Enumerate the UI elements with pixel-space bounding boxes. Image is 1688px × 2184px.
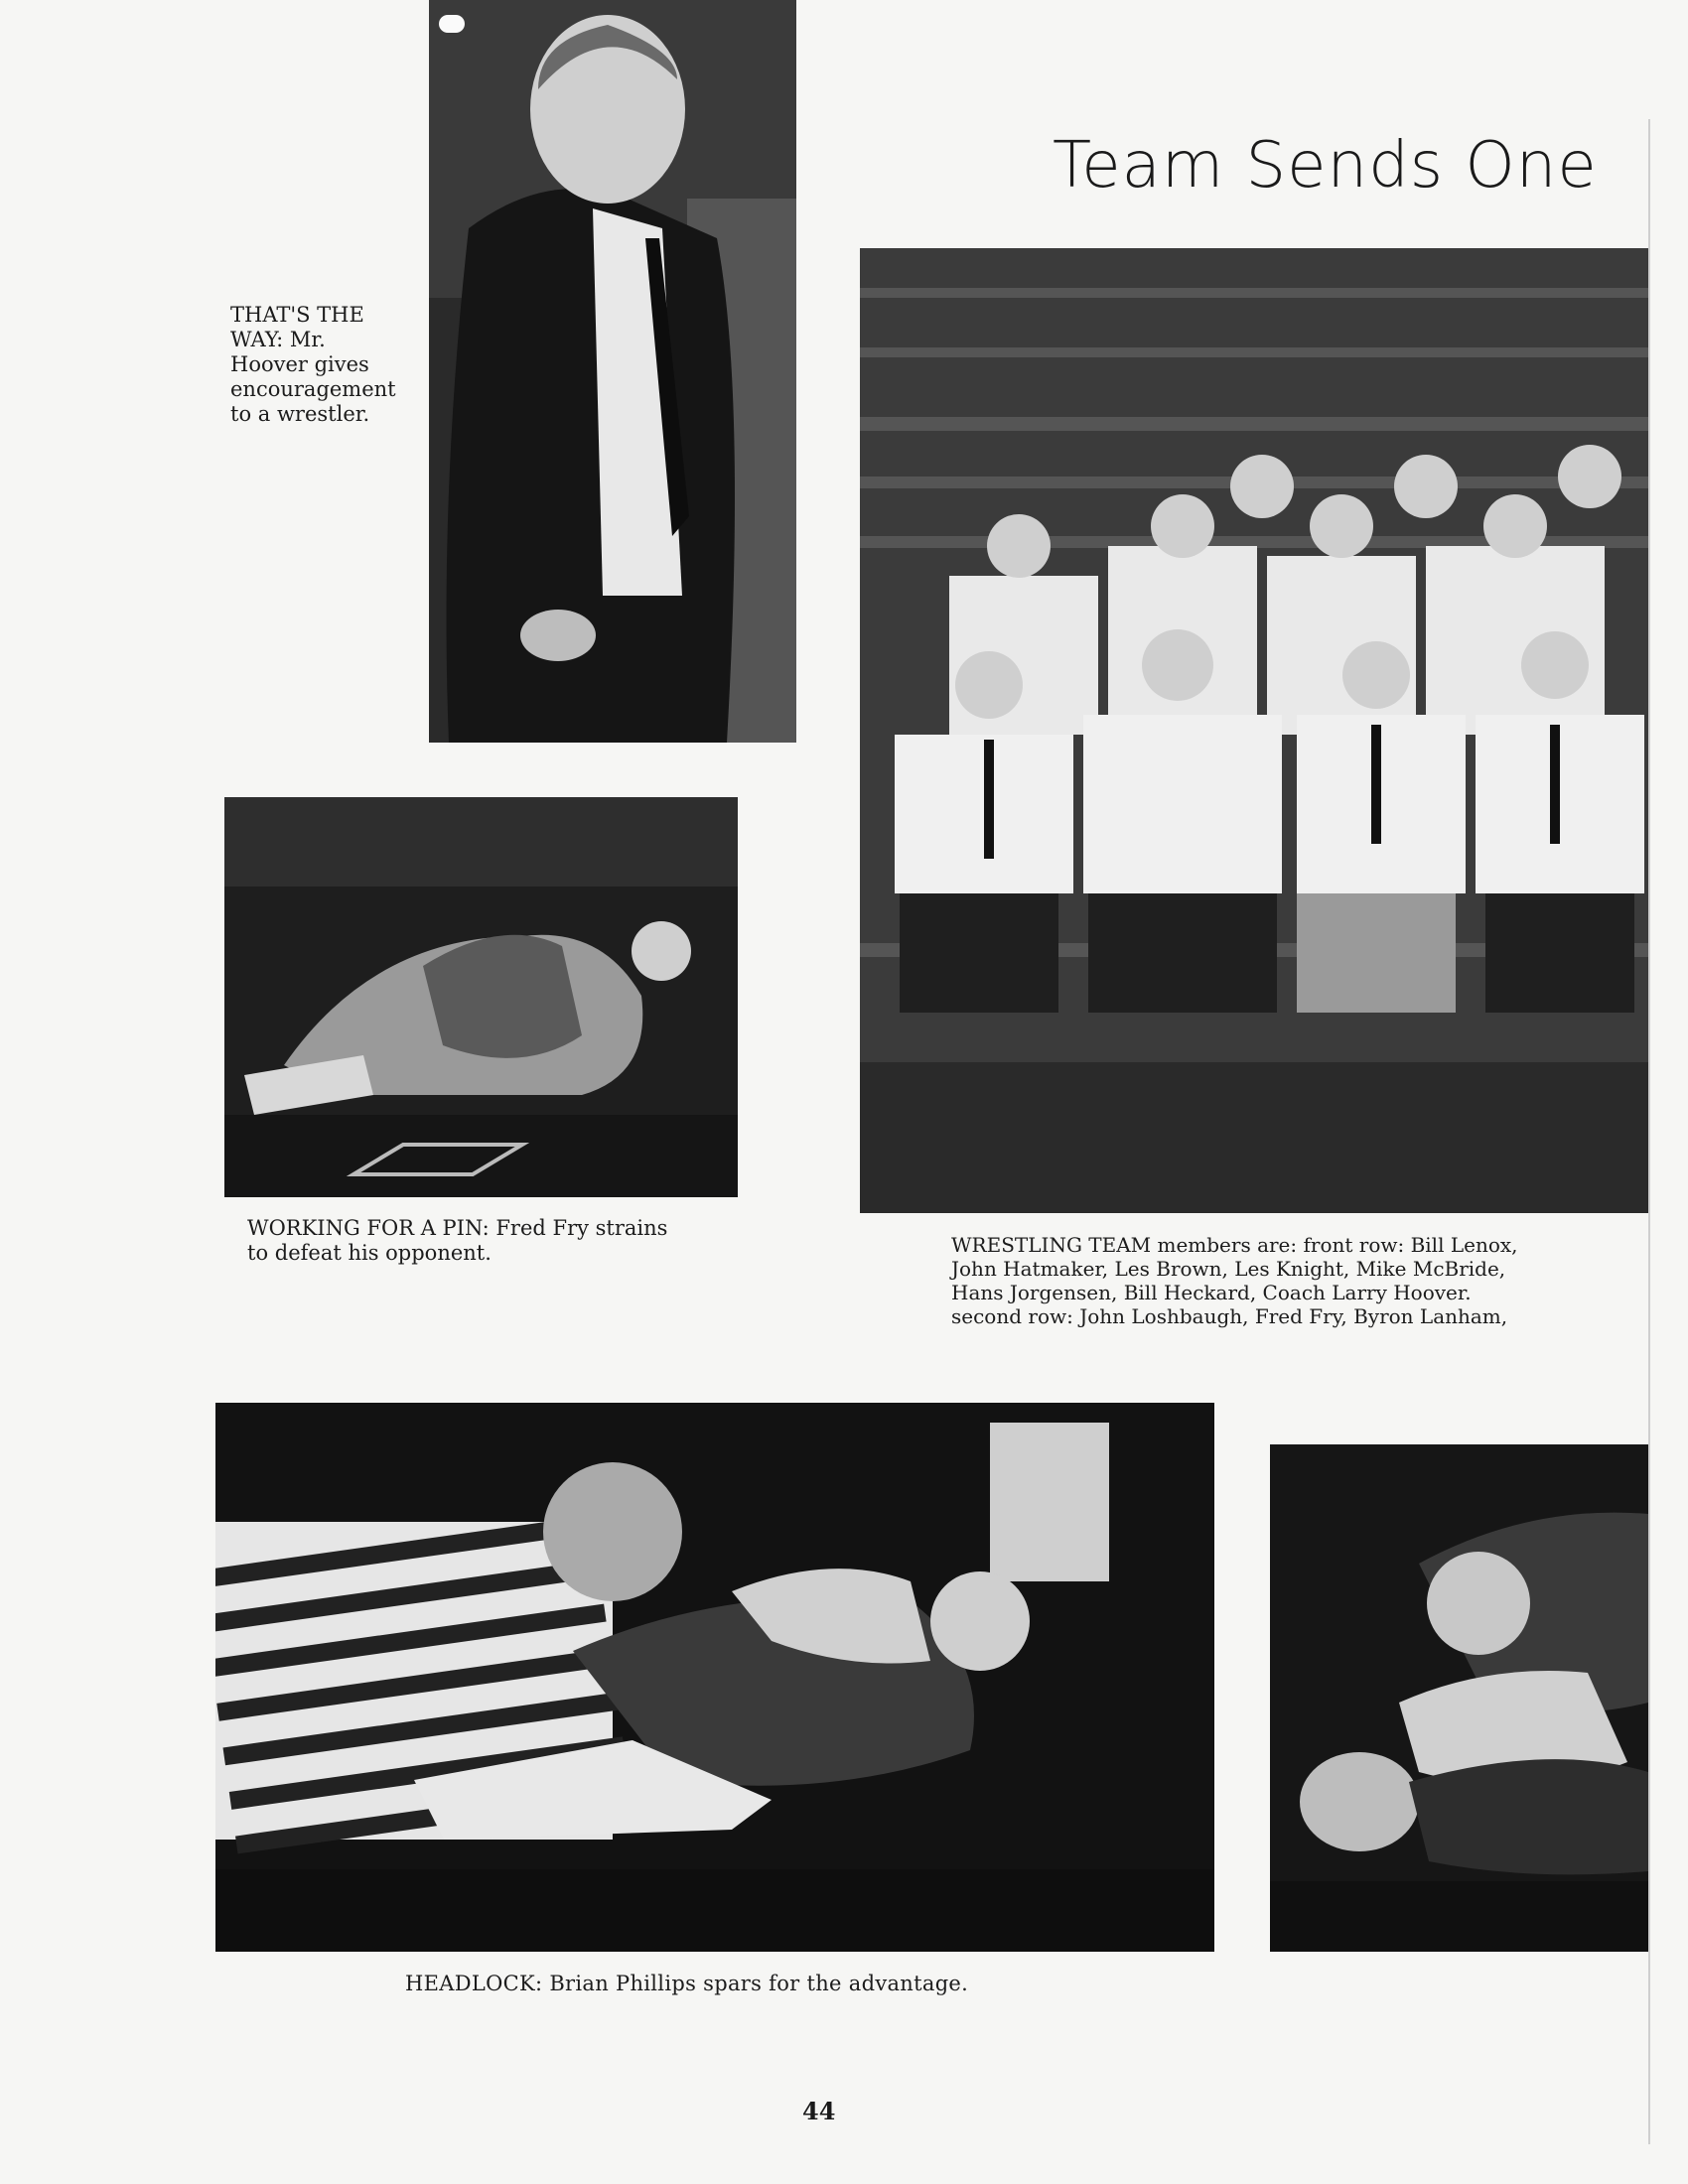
team-photo [860,248,1648,1213]
spar-photo [1270,1444,1648,1952]
coach-caption [230,303,419,427]
page-number: 44 [802,2097,836,2125]
caption-line: WRESTLING TEAM members are: front row: Bill Lenox, [951,1233,1518,1257]
caption-line: Hoover gives [230,352,369,376]
headlock-caption: HEADLOCK: Brian Phillips spars for the advantage. [405,1972,969,1995]
pin-caption [247,1216,764,1266]
caption-line: WAY: Mr. [230,328,326,351]
headlock-photo [215,1403,1214,1952]
caption-line: to a wrestler. [230,402,370,426]
caption-line: WORKING FOR A PIN: Fred Fry strains [247,1216,668,1240]
team-caption [951,1233,1646,1328]
caption-line: second row: John Loshbaugh, Fred Fry, Byron Lanham, [951,1304,1508,1328]
caption-line: to defeat his opponent. [247,1241,492,1265]
coach-photo [429,0,796,743]
caption-line: encouragement [230,377,396,401]
caption-line: THAT'S THE [230,303,364,327]
page-heading: Team Sends One [1053,129,1598,203]
pin-photo [224,797,738,1197]
page-edge-line [1648,119,1650,2144]
caption-line: Hans Jorgensen, Bill Heckard, Coach Larry Hoover. [951,1281,1472,1304]
caption-line: John Hatmaker, Les Brown, Les Knight, Mike McBride, [951,1257,1506,1281]
